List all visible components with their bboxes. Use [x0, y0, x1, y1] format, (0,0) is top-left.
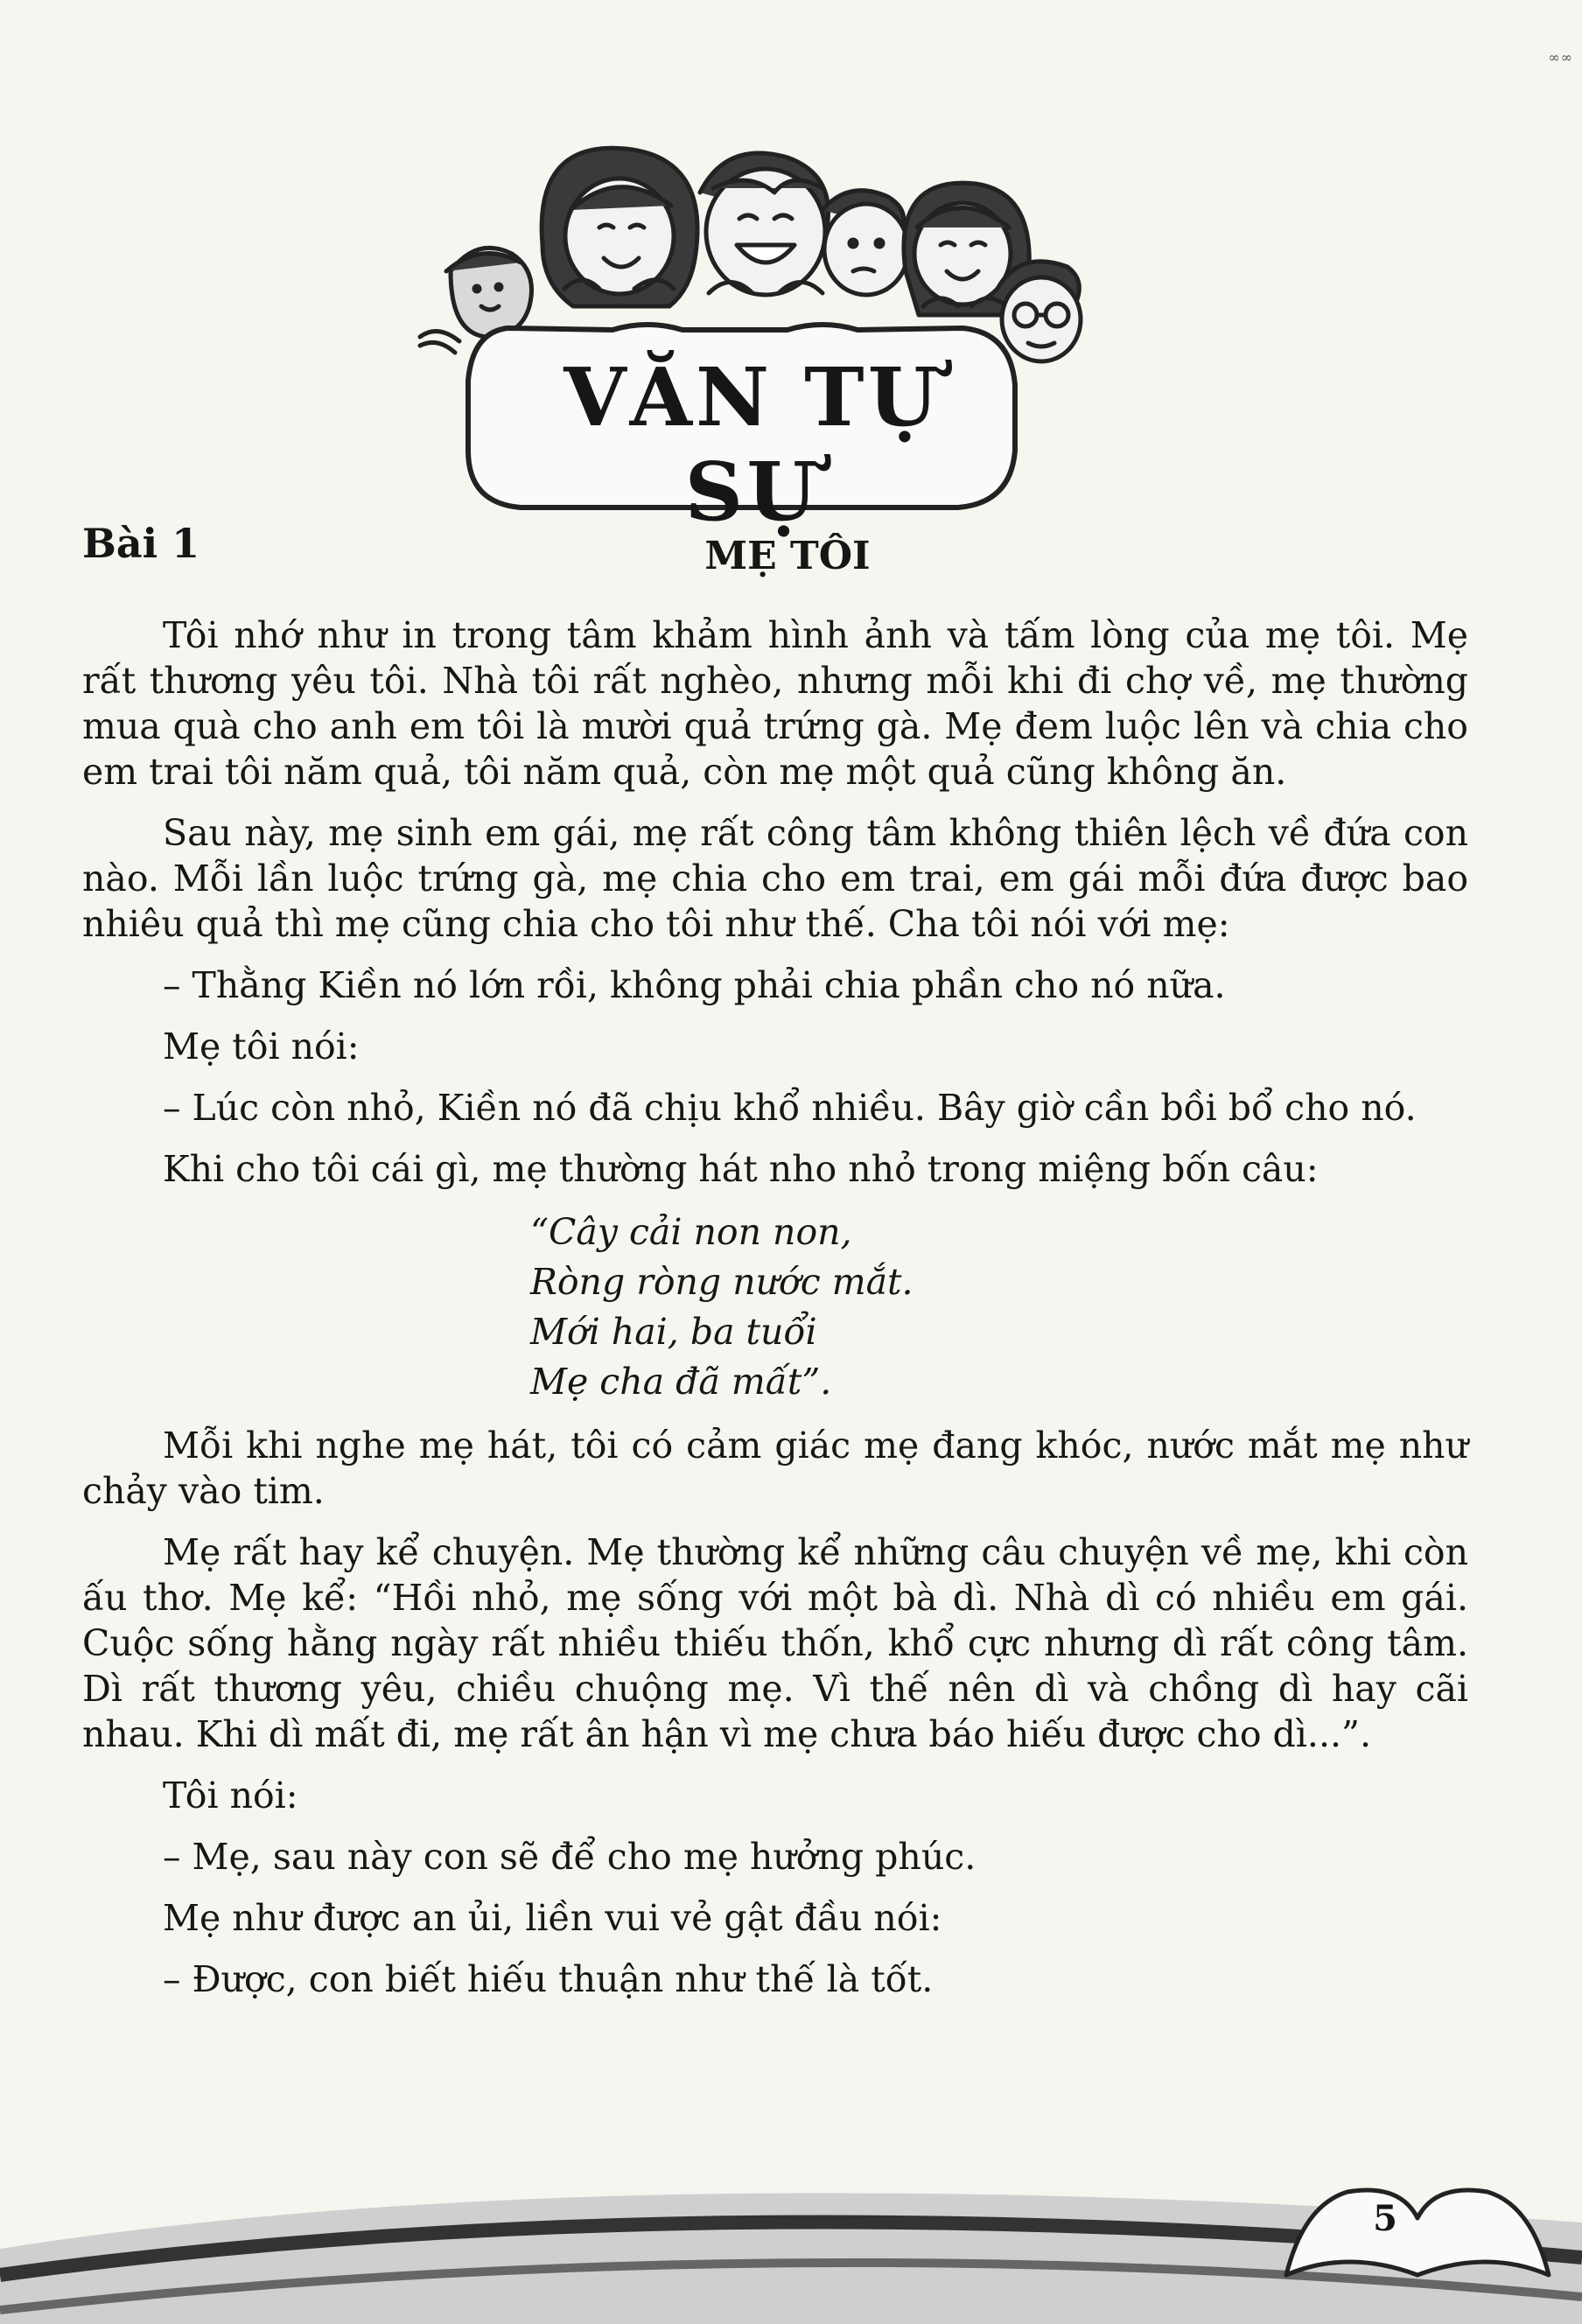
dialogue-line: – Mẹ, sau này con sẽ để cho mẹ hưởng phúc. [163, 1836, 976, 1878]
boy-figure-center [700, 153, 829, 295]
boy-figure-small [822, 191, 908, 295]
poem-line: “Cây cải non non, [530, 1211, 852, 1253]
poem-line: Mới hai, ba tuổi [530, 1311, 817, 1353]
paragraph: Mẹ tôi nói: [163, 1026, 360, 1068]
section-title: VĂN TỰ SỰ [564, 350, 942, 539]
paragraph: Tôi nói: [163, 1774, 298, 1816]
paragraph: Mẹ rất hay kể chuyện. Mẹ thường kể những câu chuyện về mẹ, khi còn ấu thơ. Mẹ kể: “Hồi nhỏ, mẹ sống với một bà dì. Nhà dì có nhiều em gái. Cuộc sống hằng ngày rất nhiều thiếu thốn, khổ cực nhưng dì rất công tâm. Dì rất thương yêu, chiều chuộng mẹ. Vì thế nên dì và chồng dì hay cãi nhau. Khi dì mất đi, mẹ rất ân hận vì mẹ chưa báo hiếu được cho dì...”. [82, 1531, 1468, 1755]
story-title: MẸ TÔI [704, 534, 871, 578]
girl-figure-1 [542, 148, 697, 306]
paragraph: Khi cho tôi cái gì, mẹ thường hát nho nhỏ trong miệng bốn câu: [163, 1148, 1319, 1190]
open-book-icon [1286, 2190, 1549, 2275]
poem-line: Ròng ròng nước mắt. [530, 1261, 914, 1303]
lesson-number: Bài 1 [82, 520, 200, 567]
poem-line: Mẹ cha đã mất”. [530, 1361, 832, 1403]
corner-ornament: ∞∞ [1548, 49, 1573, 66]
paragraph: Sau này, mẹ sinh em gái, mẹ rất công tâm không thiên lệch về đứa con nào. Mỗi lần luộc trứng gà, mẹ chia cho em trai, em gái mỗi đứa được bao nhiêu quả thì mẹ cũng chia cho tôi như thế. Cha tôi nói với mẹ: [82, 812, 1468, 945]
dialogue-line: – Lúc còn nhỏ, Kiền nó đã chịu khổ nhiều. Bây giờ cần bồi bổ cho nó. [163, 1087, 1417, 1129]
dialogue-line: – Thằng Kiền nó lớn rồi, không phải chia phần cho nó nữa. [163, 964, 1226, 1006]
paragraph: Tôi nhớ như in trong tâm khảm hình ảnh và tấm lòng của mẹ tôi. Mẹ rất thương yêu tôi. Nhà tôi rất nghèo, nhưng mỗi khi đi chợ về, mẹ thường mua quà cho anh em tôi là mười quả trứng gà. Mẹ đem luộc lên và chia cho em trai tôi năm quả, tôi năm quả, còn mẹ một quả cũng không ăn. [82, 614, 1468, 793]
page-footer-swoosh [0, 2144, 1582, 2324]
paragraph: Mỗi khi nghe mẹ hát, tôi có cảm giác mẹ đang khóc, nước mắt mẹ như chảy vào tim. [82, 1424, 1468, 1512]
story-body [82, 612, 1468, 2018]
poem-verse [530, 1208, 1468, 1407]
page-number: 5 [1373, 2198, 1397, 2239]
dialogue-line: – Được, con biết hiếu thuận như thế là tốt. [163, 1958, 934, 2000]
paragraph: Mẹ như được an ủi, liền vui vẻ gật đầu nói: [163, 1897, 942, 1939]
boy-figure-glasses [998, 262, 1081, 361]
